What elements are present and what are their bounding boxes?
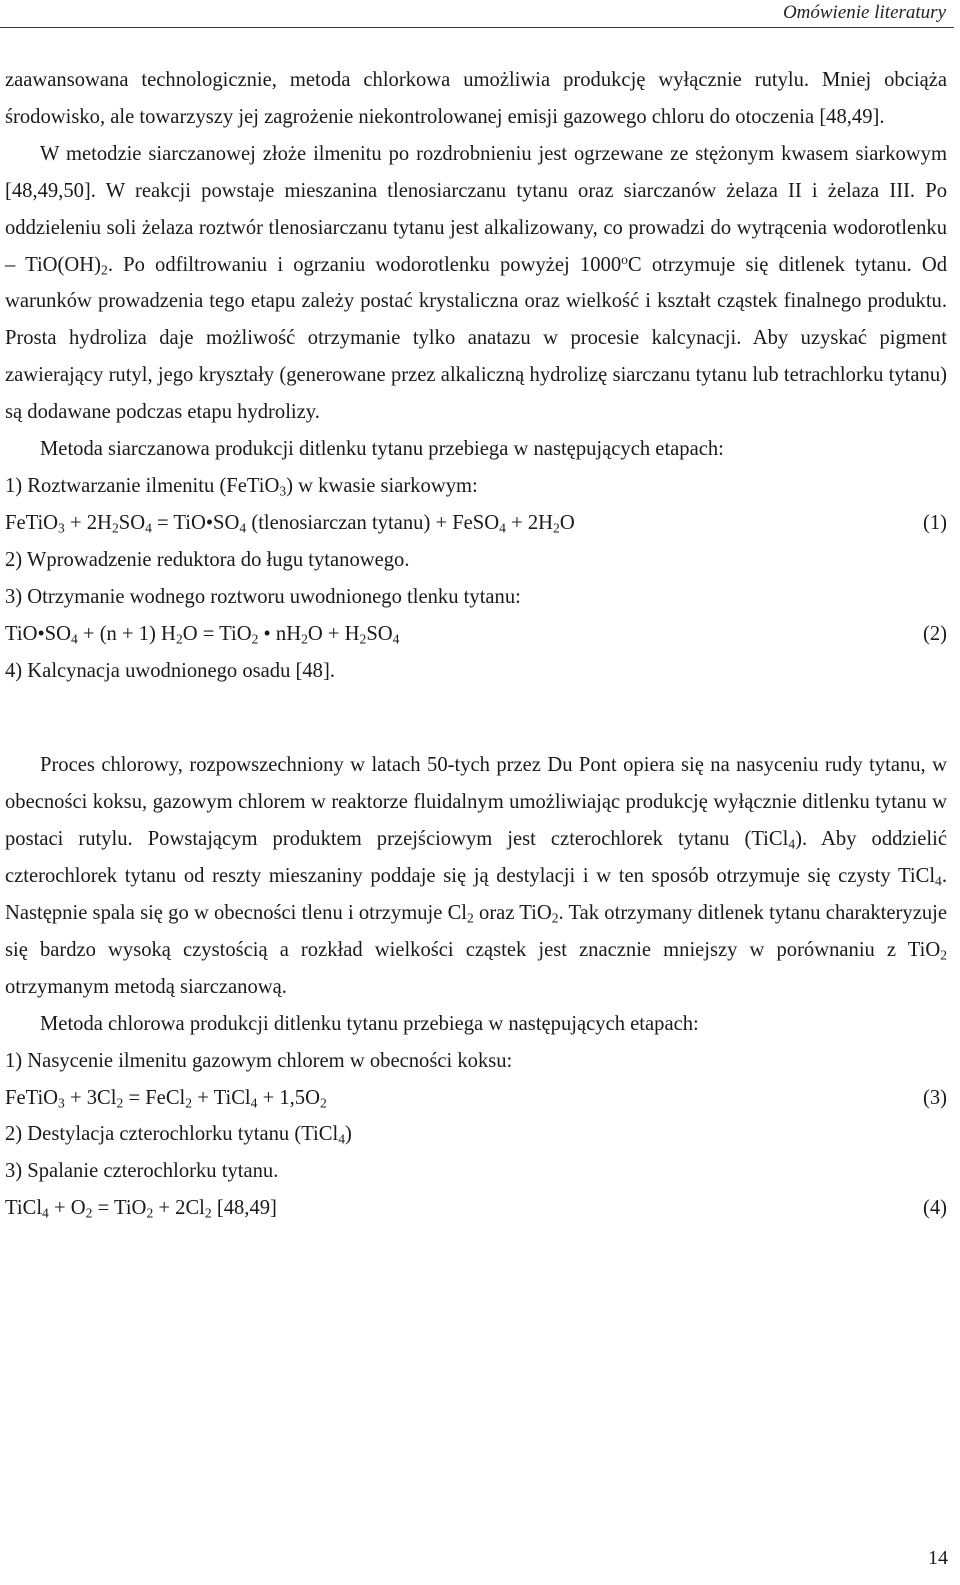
subscript: 2 [101,261,108,277]
running-header [0,0,954,28]
sulfate-step-4: 4) Kalcynacja uwodnionego osadu [48]. [5,659,335,682]
equation-number: (1) [922,511,947,534]
paragraph-chloride-process: Proces chlorowy, rozpowszechniony w latach 50-tych przez Du Pont opiera się na nasyceniu rudy tytanu, w obecności koksu, gazowym chlorem w reaktorze fluidalnym umożliwiając produkcję wyłącznie ditlenku tytanu w postaci rutylu. Powstającym produktem przejściowym jest czterochlorek tytanu (TiCl$_4$). Aby oddzielić czterochlorek tytanu od reszty mieszaniny poddaje się ją destylacji i w ten sposób otrzymuje się czysty TiCl$_4$. Następnie spala się go w obecności tlenu i otrzymuje $Cl_2$ oraz TiO$_2$. Tak otrzymany ditlenek tytanu charakteryzuje się bardzo wysoką czystością a rozkład wielkości cząstek jest znacznie mniejszy w porównaniu z TiO$_2$ otrzymanym metodą siarczanową. [5,754,947,998]
section-gap [5,689,947,747]
section-title: Omówienie literatury [782,2,946,23]
equation-1 [5,505,947,542]
equation-expression: FeTiO$_3$ + $3Cl_2$ = FeCl$_2$ + TiCl$_4$ + $1,5O_2$ [5,1086,327,1110]
equation-2 [5,616,947,653]
equation-number: (2) [922,622,947,645]
page-body [5,62,947,1227]
paragraph-2-text-a: W metodzie siarczanowej złoże ilmenitu po rozdrobnieniu jest ogrzewane ze stężonym kwasem siarkowym [48,49,50]. W reakcji powstaje mieszanina tlenosiarczanu tytanu oraz siarczanów żelaza II i żelaza III. Po oddzieleniu soli żelaza roztwór tlenosiarczanu tytanu jest alkalizowany, co prowadzi do wytrącenia wodorotlenku – TiO(OH) [5,142,947,276]
paragraph-2-text-c: C otrzymuje się ditlenek tytanu. Od warunków prowadzenia tego etapu zależy postać krystaliczna oraz wielkość i kształt cząstek finalnego produktu. Prosta hydroliza daje możliwość otrzymanie tylko anatazu w procesie kalcynacji. Aby uzyskać pigment zawierający rutyl, jego kryształy (generowane przez alkaliczną hydrolizę siarczanu tytanu lub tetrachlorku tytanu) są dodawane podczas etapu hydrolizy. [5,253,948,424]
subscript: 3 [279,483,287,499]
chloride-step-2: 2) Destylacja czterochlorku tytanu (TiCl$_4$) [5,1123,352,1147]
equation-number: (4) [922,1197,947,1220]
equation-expression: FeTiO$_3$ + $2H_2SO_4$ = $TiO•SO_4$ (tlenosiarczan tytanu) + FeSO$_4$ + $2H_2O$ [5,511,575,536]
paragraph-1: zaawansowana technologicznie, metoda chlorkowa umożliwia produkcję wyłącznie rutylu. Mniej obciąża środowisko, ale towarzyszy jej zagrożenie niekontrolowanej emisji gazowego chloru do otoczenia [48,49]. [5,69,947,128]
equation-expression: TiCl$_4$ + $O_2 = TiO_2 + 2Cl_2$ [48,49] [5,1197,277,1221]
sulfate-step-3: 3) Otrzymanie wodnego roztworu uwodnionego tlenku tytanu: [5,585,521,608]
chloride-step-1: 1) Nasycenie ilmenitu gazowym chlorem w obecności koksu: [5,1049,513,1072]
equation-3 [5,1080,947,1117]
equation-number: (3) [922,1086,947,1109]
sulfate-steps-intro: Metoda siarczanowa produkcji ditlenku tytanu przebiega w następujących etapach: [40,438,724,461]
step-text: ) w kwasie siarkowym: [286,474,478,497]
page-number: 14 [928,1547,948,1569]
paragraph-2-text-b: . Po odfiltrowaniu i ogrzaniu wodorotlenku powyżej 1000 [107,253,622,276]
paragraph-sulfate-method [5,136,947,431]
sulfate-step-2: 2) Wprowadzenie reduktora do ługu tytanowego. [5,548,410,571]
equation-expression: $TiO•SO_4 + (n + 1) H_2O = TiO_2$ • $nH_2O + H_2SO_4$ [5,622,400,646]
equation-4 [5,1190,947,1227]
step-text: 1) Roztwarzanie ilmenitu (FeTiO [5,474,280,497]
chloride-step-3: 3) Spalanie czterochlorku tytanu. [5,1160,279,1183]
sulfate-step-1 [5,468,947,505]
degree-superscript: o [621,251,628,267]
chloride-steps-intro: Metoda chlorowa produkcji ditlenku tytanu przebiega w następujących etapach: [40,1012,699,1035]
